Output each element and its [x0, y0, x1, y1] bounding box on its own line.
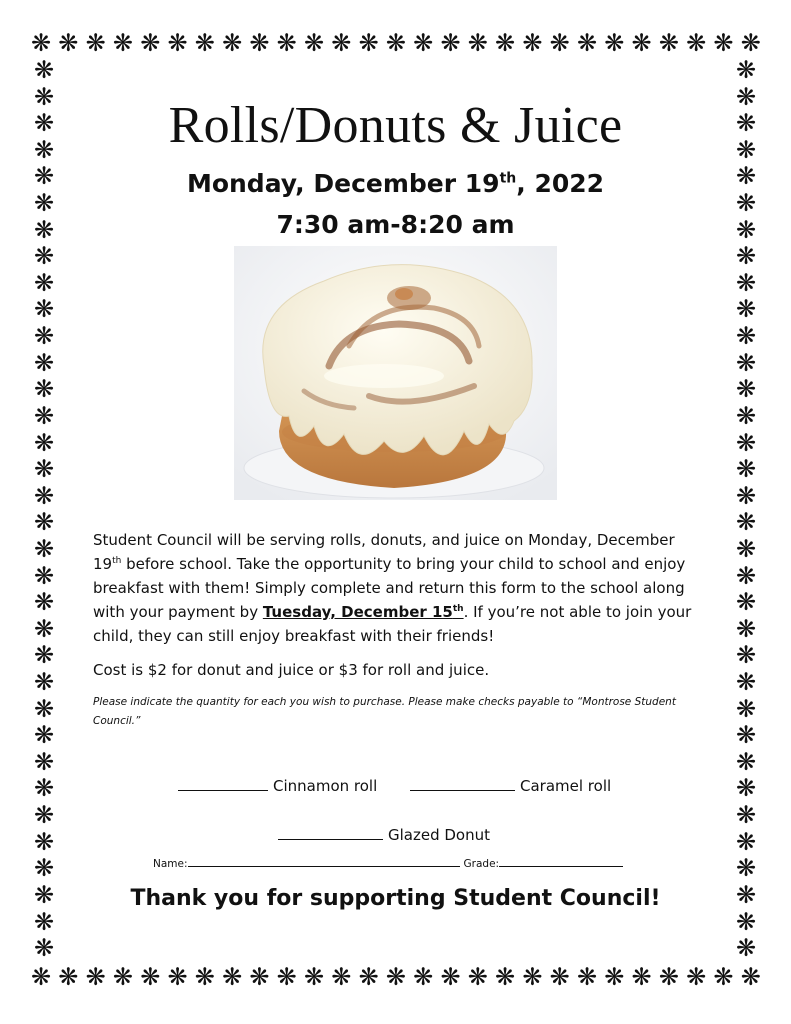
flower-border-icon: ❋ — [735, 641, 757, 670]
deadline: Tuesday, December 15th — [262, 603, 464, 621]
flower-border-icon: ❋ — [522, 29, 543, 57]
border-top — [31, 30, 761, 60]
flower-border-icon: ❋ — [735, 455, 757, 484]
flower-border-icon: ❋ — [33, 348, 55, 377]
flower-border-icon: ❋ — [740, 963, 761, 991]
flower-border-icon: ❋ — [33, 242, 55, 271]
flower-border-icon: ❋ — [576, 29, 598, 57]
flower-border-icon: ❋ — [33, 295, 55, 324]
flower-border-icon: ❋ — [33, 135, 55, 164]
flower-border-icon: ❋ — [735, 854, 757, 883]
grade-blank[interactable] — [499, 856, 623, 867]
flower-border-icon: ❋ — [276, 963, 297, 991]
flower-border-icon: ❋ — [33, 721, 55, 750]
flower-border-icon: ❋ — [33, 880, 55, 909]
flower-border-icon: ❋ — [140, 963, 161, 991]
flower-border-icon: ❋ — [33, 561, 55, 590]
quantity-blank[interactable] — [410, 776, 515, 791]
flower-border-icon: ❋ — [303, 29, 325, 57]
flower-border-icon: ❋ — [85, 963, 106, 991]
flower-border-icon: ❋ — [33, 481, 55, 510]
flower-border-icon: ❋ — [735, 801, 757, 830]
flower-border-icon: ❋ — [631, 29, 652, 57]
flower-border-icon: ❋ — [33, 614, 55, 643]
thank-you-message: Thank you for supporting Student Council! — [130, 886, 661, 911]
flower-border-icon: ❋ — [33, 801, 55, 830]
flower-border-icon: ❋ — [33, 162, 55, 191]
flower-border-icon: ❋ — [735, 934, 757, 963]
flower-border-icon: ❋ — [658, 963, 679, 991]
flower-border-icon: ❋ — [33, 82, 55, 111]
flower-border-icon: ❋ — [194, 29, 215, 57]
flower-border-icon: ❋ — [33, 934, 55, 963]
flower-border-icon: ❋ — [33, 827, 55, 856]
flower-border-icon: ❋ — [735, 295, 757, 324]
flower-border-icon: ❋ — [440, 963, 461, 991]
flower-border-icon: ❋ — [735, 827, 757, 856]
flower-border-icon: ❋ — [713, 963, 734, 991]
flower-border-icon: ❋ — [33, 641, 55, 670]
flower-border-icon: ❋ — [194, 963, 215, 991]
flower-border-icon: ❋ — [735, 721, 757, 750]
flower-border-icon: ❋ — [331, 963, 352, 991]
flower-border-icon: ❋ — [249, 963, 270, 991]
flower-border-icon: ❋ — [735, 109, 757, 138]
instructions-note: Please indicate the quantity for each you wish to purchase. Please make checks payable to “Montrose Student Council.” — [93, 696, 676, 727]
flower-border-icon: ❋ — [735, 907, 757, 936]
flower-border-icon: ❋ — [735, 561, 757, 590]
flower-border-icon: ❋ — [31, 29, 52, 57]
name-grade-line: Name: Grade: — [153, 856, 627, 870]
flower-border-icon: ❋ — [604, 29, 625, 57]
flower-border-icon: ❋ — [631, 963, 652, 991]
flower-border-icon: ❋ — [735, 694, 757, 723]
order-cinnamon-roll: Cinnamon roll — [178, 776, 377, 795]
flower-border-icon: ❋ — [249, 29, 270, 57]
cost-text: Cost is $2 for donut and juice or $3 for roll and juice. — [93, 661, 490, 679]
flower-border-icon: ❋ — [33, 56, 55, 84]
flower-border-icon: ❋ — [735, 189, 757, 218]
flower-border-icon: ❋ — [735, 481, 757, 510]
event-time: 7:30 am-8:20 am — [276, 210, 515, 239]
flower-border-icon: ❋ — [385, 29, 406, 57]
flower-border-icon: ❋ — [358, 963, 379, 991]
cinnamon-roll-photo — [234, 246, 557, 500]
flower-border-icon: ❋ — [413, 29, 434, 57]
event-date: Monday, December 19th, 2022 — [186, 169, 605, 198]
flower-border-icon: ❋ — [735, 428, 757, 457]
flower-border-icon: ❋ — [495, 963, 516, 991]
flower-border-icon: ❋ — [33, 189, 55, 218]
flower-border-icon: ❋ — [713, 29, 734, 57]
flower-border-icon: ❋ — [735, 268, 757, 297]
flower-border-icon: ❋ — [167, 963, 188, 991]
name-blank[interactable] — [188, 856, 460, 867]
quantity-blank[interactable] — [178, 776, 268, 791]
flower-border-icon: ❋ — [33, 588, 55, 617]
flower-border-icon: ❋ — [33, 854, 55, 883]
flower-border-icon: ❋ — [33, 428, 55, 457]
flower-border-icon: ❋ — [735, 508, 757, 537]
flower-border-icon: ❋ — [735, 215, 757, 244]
flower-border-icon: ❋ — [140, 29, 161, 57]
flower-border-icon: ❋ — [167, 29, 188, 57]
flower-border-icon: ❋ — [31, 963, 52, 991]
flower-border-icon: ❋ — [735, 588, 757, 617]
flower-border-icon: ❋ — [740, 29, 761, 57]
flower-border-icon: ❋ — [222, 29, 243, 57]
flower-border-icon: ❋ — [604, 963, 625, 991]
flower-border-icon: ❋ — [735, 668, 757, 697]
flower-border-icon: ❋ — [33, 268, 55, 297]
flower-border-icon: ❋ — [735, 534, 757, 563]
flower-border-icon: ❋ — [276, 29, 297, 57]
order-glazed-donut: Glazed Donut — [278, 825, 490, 844]
flower-border-icon: ❋ — [303, 963, 325, 991]
flower-border-icon: ❋ — [33, 109, 55, 138]
flower-border-icon: ❋ — [467, 29, 488, 57]
flower-border-icon: ❋ — [33, 694, 55, 723]
flower-border-icon: ❋ — [735, 56, 757, 84]
flower-border-icon: ❋ — [576, 963, 598, 991]
flower-border-icon: ❋ — [33, 747, 55, 776]
flower-border-icon: ❋ — [33, 534, 55, 563]
flower-border-icon: ❋ — [33, 668, 55, 697]
flower-border-icon: ❋ — [467, 963, 488, 991]
flower-border-icon: ❋ — [33, 215, 55, 244]
flower-border-icon: ❋ — [735, 322, 757, 351]
flower-border-icon: ❋ — [33, 375, 55, 404]
flower-border-icon: ❋ — [495, 29, 516, 57]
description-paragraph: Student Council will be serving rolls, donuts, and juice on Monday, December 19th before school. Take the opportunity to bring your child to school and enjoy breakfast with them! Simply complete and return this form to the school along with your payment by Tuesday, December 15th. If you’re not able to join your child, they can still enjoy breakfast with their friends! — [93, 531, 692, 645]
flower-border-icon: ❋ — [33, 322, 55, 351]
flower-border-icon: ❋ — [58, 963, 79, 991]
flower-border-icon: ❋ — [735, 375, 757, 404]
flower-border-icon: ❋ — [85, 29, 106, 57]
flower-border-icon: ❋ — [358, 29, 379, 57]
flower-border-icon: ❋ — [33, 907, 55, 936]
flower-border-icon: ❋ — [735, 880, 757, 909]
flower-border-icon: ❋ — [549, 29, 570, 57]
quantity-blank[interactable] — [278, 825, 383, 840]
border-bottom — [31, 964, 761, 994]
flower-border-icon: ❋ — [112, 29, 133, 57]
flower-border-icon: ❋ — [735, 348, 757, 377]
flower-border-icon: ❋ — [735, 774, 757, 803]
flower-border-icon: ❋ — [33, 774, 55, 803]
flower-border-icon: ❋ — [33, 401, 55, 430]
flower-border-icon: ❋ — [735, 747, 757, 776]
flower-border-icon: ❋ — [440, 29, 461, 57]
flower-border-icon: ❋ — [413, 963, 434, 991]
flower-border-icon: ❋ — [735, 401, 757, 430]
flower-border-icon: ❋ — [735, 82, 757, 111]
flower-border-icon: ❋ — [735, 242, 757, 271]
flyer-title: Rolls/Donuts & Juice — [168, 97, 623, 154]
flower-border-icon: ❋ — [686, 963, 707, 991]
flower-border-icon: ❋ — [222, 963, 243, 991]
flower-border-icon: ❋ — [33, 455, 55, 484]
flower-border-icon: ❋ — [58, 29, 79, 57]
flower-border-icon: ❋ — [522, 963, 543, 991]
flower-border-icon: ❋ — [549, 963, 570, 991]
flower-border-icon: ❋ — [735, 135, 757, 164]
flower-border-icon: ❋ — [385, 963, 406, 991]
flower-border-icon: ❋ — [112, 963, 133, 991]
flower-border-icon: ❋ — [658, 29, 679, 57]
flower-border-icon: ❋ — [735, 162, 757, 191]
order-caramel-roll: Caramel roll — [410, 776, 611, 795]
flower-border-icon: ❋ — [686, 29, 707, 57]
flower-border-icon: ❋ — [33, 508, 55, 537]
flower-border-icon: ❋ — [331, 29, 352, 57]
flower-border-icon: ❋ — [735, 614, 757, 643]
